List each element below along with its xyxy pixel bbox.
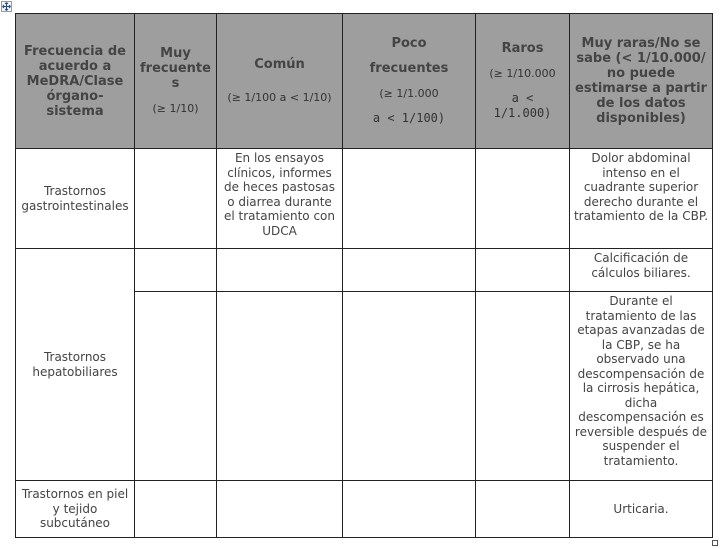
row-label-gastrointestinal: Trastornos gastrointestinales <box>16 149 135 249</box>
cell-empty <box>343 481 476 538</box>
header-very-frequent: Muy frecuentes (≥ 1/10) <box>135 14 217 149</box>
cell-empty <box>135 249 217 292</box>
cell-empty <box>135 481 217 538</box>
table-row-hepatobiliary-1 <box>16 249 713 292</box>
header-very-rare: Muy raras/No se sabe (< 1/10.000/ no puede estimarse a partir de los datos disponibles) <box>570 14 713 149</box>
header-row <box>16 14 713 149</box>
cell-gastro-common: En los ensayos clínicos, informes de heces pastosas o diarrea durante el tratamiento con UDCA <box>217 149 343 249</box>
cell-empty <box>135 149 217 249</box>
cell-empty <box>343 292 476 481</box>
cell-gastro-very-rare: Dolor abdominal intenso en el cuadrante superior derecho durante el tratamiento de la CBP. <box>570 149 713 249</box>
adverse-reactions-table <box>15 13 713 538</box>
cell-empty <box>343 249 476 292</box>
header-uncommon: Poco frecuentes (≥ 1/1.000 a < 1/100) <box>343 14 476 149</box>
table-row-gastrointestinal <box>16 149 713 249</box>
table-row-skin <box>16 481 713 538</box>
cell-empty <box>476 481 570 538</box>
cell-empty <box>217 249 343 292</box>
cell-empty <box>476 149 570 249</box>
header-common: Común (≥ 1/100 a < 1/10) <box>217 14 343 149</box>
cell-hepato-very-rare-1: Calcificación de cálculos biliares. <box>570 249 713 292</box>
cell-empty <box>343 149 476 249</box>
header-rare: Raros (≥ 1/10.000 a < 1/1.000) <box>476 14 570 149</box>
cell-empty <box>217 292 343 481</box>
table-resize-handle[interactable] <box>712 540 718 546</box>
cell-empty <box>135 292 217 481</box>
cell-empty <box>217 481 343 538</box>
header-frequency-class: Frecuencia de acuerdo a MeDRA/Clase órgano-sistema <box>16 14 135 149</box>
cell-empty <box>476 249 570 292</box>
table-move-handle-icon[interactable] <box>1 1 12 12</box>
cell-skin-very-rare: Urticaria. <box>570 481 713 538</box>
row-label-hepatobiliary: Trastornos hepatobiliares <box>16 249 135 481</box>
cell-hepato-very-rare-2: Durante el tratamiento de las etapas avanzadas de la CBP, se ha observado una descompensación de la cirrosis hepática, dicha descompensación es reversible después de suspender el tratamiento. <box>570 292 713 481</box>
cell-empty <box>476 292 570 481</box>
row-label-skin: Trastornos en piel y tejido subcutáneo <box>16 481 135 538</box>
